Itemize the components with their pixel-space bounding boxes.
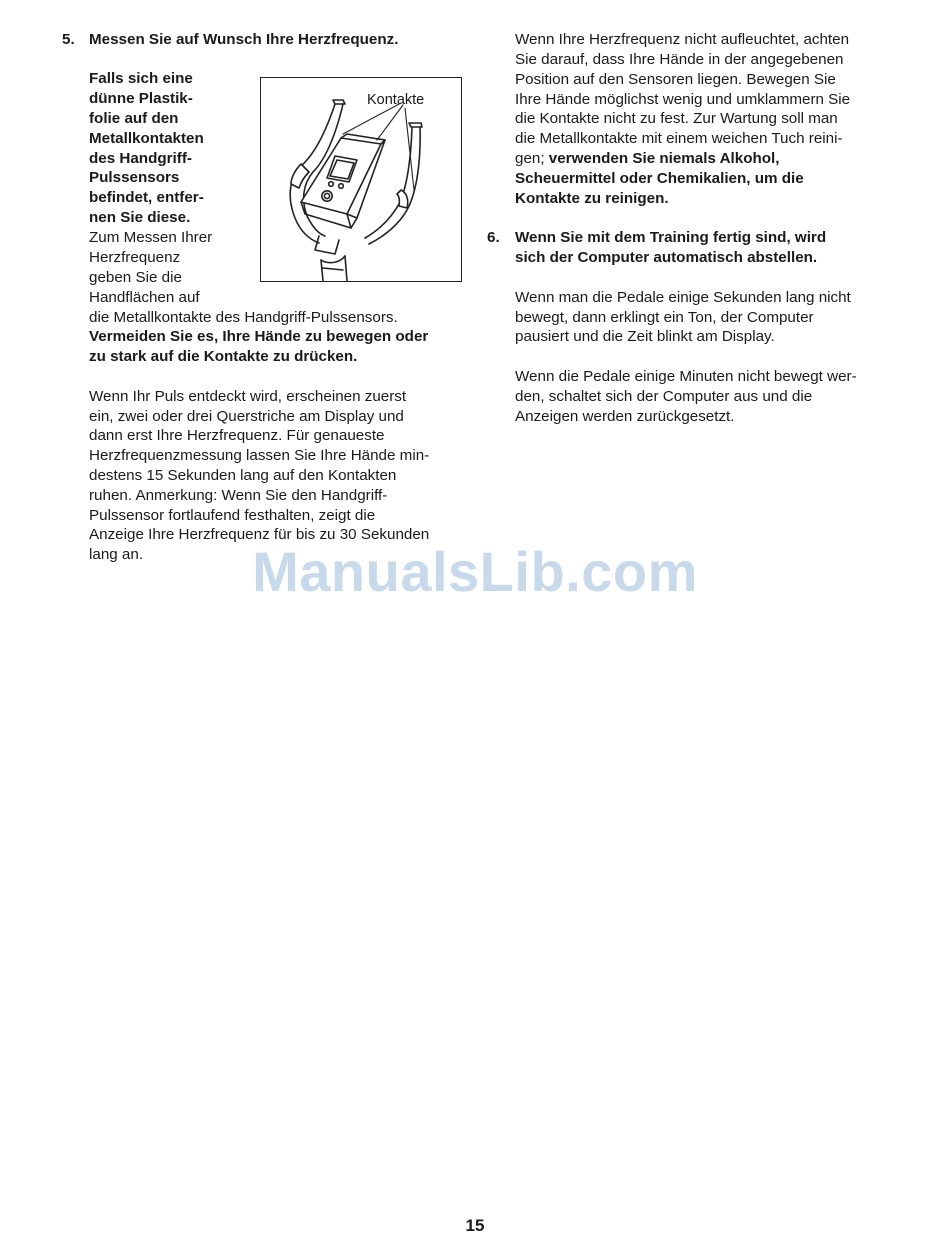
body-text-line: Anzeige Ihre Herzfrequenz für bis zu 30 Sekunden [89,526,430,543]
bold-warning-line: Vermeiden Sie es, Ihre Hände zu bewegen oder [89,328,429,345]
bold-intro-line: folie auf den [89,110,179,127]
bold-intro-line: Falls sich eine [89,70,193,87]
body-text-line: dann erst Ihre Herzfrequenz. Für genaueste [89,427,385,444]
body-text-line: Sie darauf, dass Ihre Hände in der angegebenen [515,51,844,68]
bold-intro-line: dünne Plastik- [89,90,193,107]
contacts-label: Kontakte [367,92,425,108]
bold-intro-line: befindet, entfer- [89,189,204,206]
bold-intro-line: Metallkontakten [89,130,204,147]
step-5-heading: Messen Sie auf Wunsch Ihre Herzfrequenz. [89,31,399,48]
body-text-line: Pulssensor fortlaufend festhalten, zeigt die [89,507,376,524]
body-text-line: geben Sie die [89,269,182,286]
handgrip-pulse-sensor-figure [260,77,462,282]
bold-intro-line: nen Sie diese. [89,209,191,226]
body-text-line: die Metallkontakte des Handgriff-Pulssensors. [89,309,398,326]
body-text-line: Ihre Hände möglichst wenig und umklammern Sie [515,91,851,108]
body-text-line: Herzfrequenzmessung lassen Sie Ihre Hände min- [89,447,430,464]
bold-warning-line: Scheuermittel oder Chemikalien, um die [515,170,804,187]
body-text-line: Wenn die Pedale einige Minuten nicht bewegt wer- [515,368,857,385]
body-text-line: destens 15 Sekunden lang auf den Kontakten [89,467,397,484]
body-text-line: Position auf den Sensoren liegen. Bewegen Sie [515,71,836,88]
body-text-line: pausiert und die Zeit blinkt am Display. [515,328,775,345]
body-text-line: Wenn Ihre Herzfrequenz nicht aufleuchtet, achten [515,31,850,48]
console-handlebar-illustration [261,78,461,281]
body-text-line: Herzfrequenz [89,249,181,266]
bold-intro-line: Pulssensors [89,169,180,186]
bold-warning-line: zu stark auf die Kontakte zu drücken. [89,348,358,365]
body-text-line: Anzeigen werden zurückgesetzt. [515,408,735,425]
plain-text: gen; [515,150,549,167]
body-text-line: Wenn Ihr Puls entdeckt wird, erscheinen zuerst [89,388,407,405]
step-6-number: 6. [487,229,500,246]
body-text-line: ein, zwei oder drei Querstriche am Display und [89,408,404,425]
body-text-line: die Metallkontakte mit einem weichen Tuch reini- [515,130,843,147]
manualslib-watermark: ManualsLib.com [252,540,698,603]
step-5-number: 5. [62,31,75,48]
body-text-line: Zum Messen Ihrer [89,229,213,246]
bold-intro-line: des Handgriff- [89,150,192,167]
body-text-line: bewegt, dann erklingt ein Ton, der Computer [515,309,814,326]
body-text-line: Wenn man die Pedale einige Sekunden lang nicht [515,289,851,306]
bold-warning-line: Kontakte zu reinigen. [515,190,669,207]
body-text-line: die Kontakte nicht zu fest. Zur Wartung soll man [515,110,838,127]
mixed-text-line [515,149,779,169]
step-6-heading: sich der Computer automatisch abstellen. [515,249,818,266]
page-number: 15 [465,1216,485,1235]
step-6-heading: Wenn Sie mit dem Training fertig sind, wird [515,229,827,246]
body-text-line: Handflächen auf [89,289,200,306]
body-text-line: den, schaltet sich der Computer aus und die [515,388,813,405]
body-text-line: ruhen. Anmerkung: Wenn Sie den Handgriff- [89,487,388,504]
bold-text: verwenden Sie niemals Alkohol, [548,150,780,167]
body-text-line: lang an. [89,546,144,563]
